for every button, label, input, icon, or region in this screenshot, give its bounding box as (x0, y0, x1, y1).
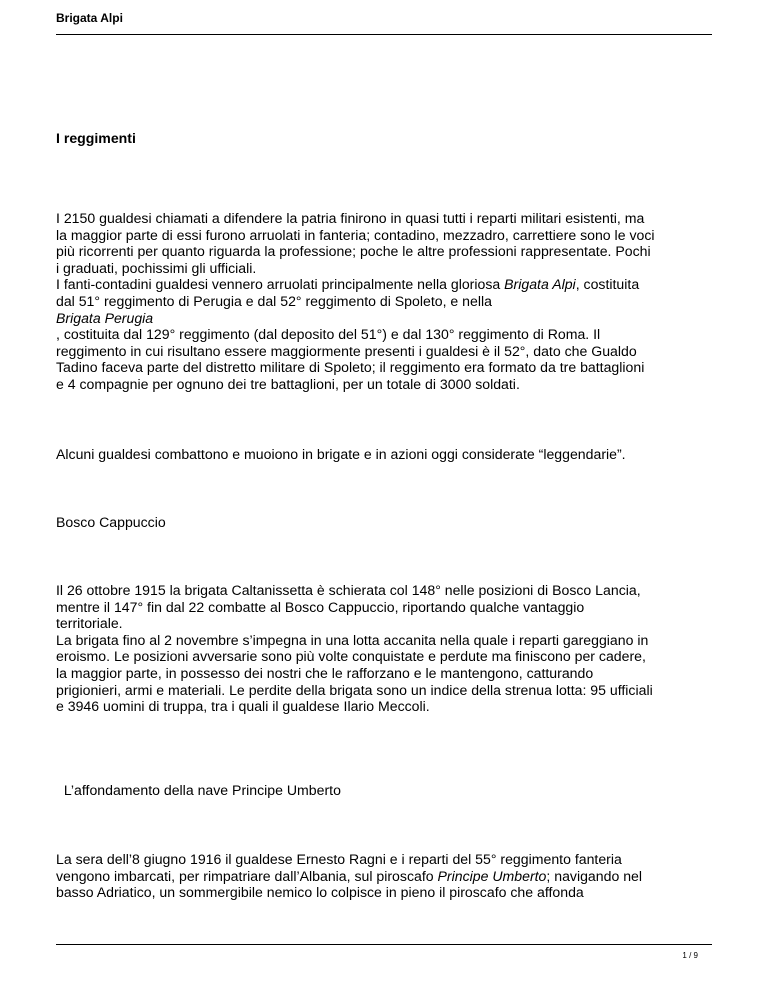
text-line (56, 648, 722, 665)
text-run: La sera dell’8 giugno 1916 il gualdese Ernesto Ragni e i reparti del 55° reggimento fanteria (56, 851, 622, 867)
text-line (56, 682, 722, 699)
text-run: eroismo. Le posizioni avversarie sono più volte conquistate e perdute ma finiscono per cadere, (56, 648, 646, 665)
text-run: Tadino faceva parte del distretto militare di Spoleto; il reggimento era formato da tre battaglioni (56, 359, 645, 376)
text-line (56, 632, 722, 649)
legend-paragraph: Alcuni gualdesi combattono e muoiono in brigate e in azioni oggi considerate “leggendarie”. (56, 446, 626, 462)
text-line (56, 243, 722, 260)
text-run: basso Adriatico, un sommergibile nemico lo colpisce in pieno il piroscafo che affonda (56, 884, 584, 901)
text-line (56, 884, 722, 901)
text-line (56, 868, 722, 885)
text-run: la maggior parte di essi furono arruolati in fanteria; contadino, mezzadro, carrettiere sono le voci (56, 226, 655, 243)
text-line (56, 293, 722, 310)
text-line (56, 326, 722, 343)
page-header (56, 10, 712, 35)
header-title: Brigata Alpi (56, 11, 123, 25)
text-run: ; navigando nel (546, 867, 643, 884)
italic-text: Brigata Perugia (56, 309, 154, 326)
text-line (56, 582, 722, 599)
text-run: I fanti-contadini gualdesi vennero arruolati principalmente nella gloriosa (56, 276, 505, 293)
text-line (56, 376, 722, 393)
text-run: e 3946 uomini di truppa, tra i quali il gualdese Ilario Meccoli. (56, 698, 430, 715)
text-run: , costituita (575, 276, 640, 293)
text-run: reggimento in cui risultano essere maggiormente presenti i gualdesi è il 52°, dato che Gualdo (56, 342, 637, 359)
nave-heading: L’affondamento della nave Principe Umberto (56, 782, 341, 798)
text-line (56, 260, 722, 277)
text-line (56, 210, 722, 227)
text-line (56, 310, 722, 327)
text-run: la maggior parte, in possesso dei nostri che le rafforzano e le mantengono, catturando (56, 664, 594, 681)
text-run: La brigata fino al 2 novembre s’impegna in una lotta accanita nella quale i reparti gareggiano in (56, 631, 649, 648)
text-line (56, 227, 722, 244)
text-line (56, 359, 722, 376)
nave-paragraph (56, 851, 722, 901)
text-line (56, 343, 722, 360)
bosco-cappuccio-paragraph (56, 582, 722, 715)
text-line (56, 599, 722, 616)
text-line (56, 665, 722, 682)
text-run: i graduati, pochissimi gli ufficiali. (56, 259, 257, 276)
text-run: territoriale. (56, 615, 123, 632)
text-run: Il 26 ottobre 1915 la brigata Caltanissetta è schierata col 148° nelle posizioni di Bosco Lancia, (56, 582, 641, 598)
page-footer (56, 944, 712, 960)
text-line (56, 615, 722, 632)
text-run: vengono imbarcati, per rimpatriare dall’Albania, sul piroscafo (56, 867, 438, 884)
text-line (56, 851, 722, 868)
page-number: 1 / 9 (682, 951, 698, 960)
intro-paragraph (56, 210, 722, 393)
text-run: e 4 compagnie per ognuno dei tre battaglioni, per un totale di 3000 soldati. (56, 375, 520, 392)
text-line (56, 698, 722, 715)
text-line (56, 276, 722, 293)
text-run: più ricorrenti per quanto riguarda la professione; poche le altre professioni rappresentate. Pochi (56, 243, 651, 260)
text-run: , costituita dal 129° reggimento (dal deposito del 51°) e dal 130° reggimento di Roma. Il (56, 326, 601, 343)
bosco-cappuccio-heading: Bosco Cappuccio (56, 514, 166, 530)
text-run: prigionieri, armi e materiali. Le perdite della brigata sono un indice della strenua lotta: 95 ufficiali (56, 681, 653, 698)
text-run: mentre il 147° fin dal 22 combatte al Bosco Cappuccio, riportando qualche vantaggio (56, 598, 585, 615)
italic-text: Brigata Alpi (504, 276, 576, 293)
italic-text: Principe Umberto (437, 867, 547, 884)
text-run: dal 51° reggimento di Perugia e dal 52° reggimento di Spoleto, e nella (56, 292, 492, 309)
text-run: I 2150 gualdesi chiamati a difendere la patria finirono in quasi tutti i reparti militari esistenti, ma (56, 210, 645, 226)
section-title: I reggimenti (56, 130, 136, 146)
